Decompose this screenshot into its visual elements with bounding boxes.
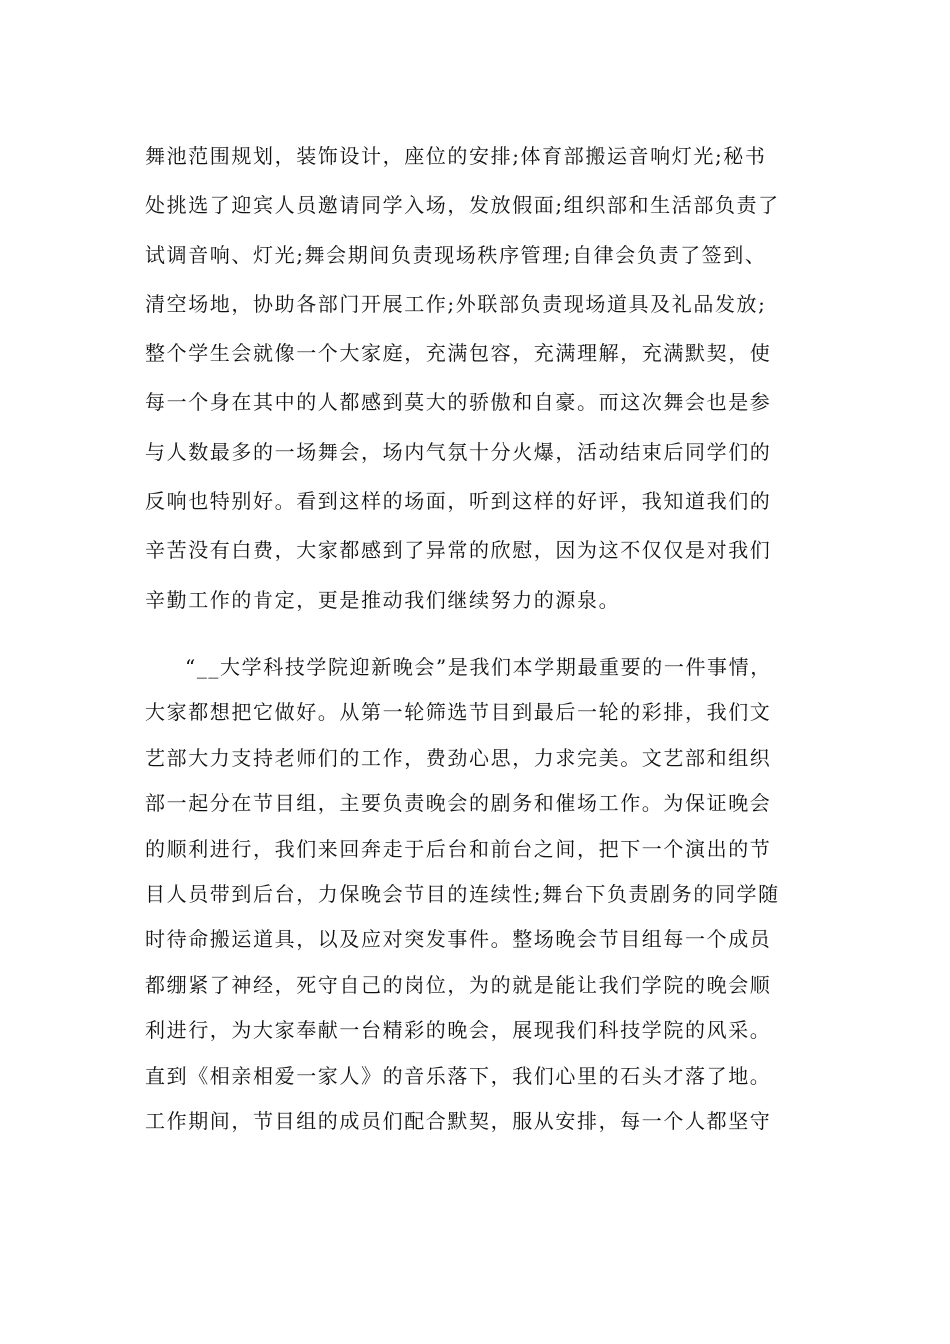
paragraph-line: 处挑选了迎宾人员邀请同学入场，发放假面;组织部和生活部负责了 [145, 193, 780, 218]
paragraph-line: 反响也特别好。看到这样的场面，听到这样的好评，我知道我们的 [145, 489, 772, 514]
paragraph-line: 的顺利进行，我们来回奔走于后台和前台之间，把下一个演出的节 [145, 836, 772, 861]
paragraph-line: 每一个身在其中的人都感到莫大的骄傲和自豪。而这次舞会也是参 [145, 390, 772, 415]
paragraph-line: 大家都想把它做好。从第一轮筛选节目到最后一轮的彩排，我们文 [145, 700, 772, 725]
paragraph-line: 与人数最多的一场舞会，场内气氛十分火爆，活动结束后同学们的 [145, 439, 772, 464]
paragraph-line: 部一起分在节目组，主要负责晚会的剧务和催场工作。为保证晚会 [145, 791, 772, 816]
paragraph-line: 辛苦没有白费，大家都感到了异常的欣慰，因为这不仅仅是对我们 [145, 538, 772, 563]
paragraph-line: 工作期间，节目组的成员们配合默契，服从安排，每一个人都坚守 [145, 1108, 772, 1133]
paragraph-line: 辛勤工作的肯定，更是推动我们继续努力的源泉。 [145, 587, 621, 612]
paragraph-line: 利进行，为大家奉献一台精彩的晚会，展现我们科技学院的风采。 [145, 1018, 772, 1043]
paragraph-line: 都绷紧了神经，死守自己的岗位，为的就是能让我们学院的晚会顺 [145, 972, 772, 997]
paragraph-line: 试调音响、灯光;舞会期间负责现场秩序管理;自律会负责了签到、 [145, 242, 767, 267]
paragraph-2 [145, 645, 825, 1144]
paragraph-line: 时待命搬运道具，以及应对突发事件。整场晚会节目组每一个成员 [145, 927, 772, 952]
paragraph-line: 艺部大力支持老师们的工作，费劲心思，力求完美。文艺部和组织 [145, 745, 772, 770]
paragraph-line: 舞池范围规划，装饰设计，座位的安排;体育部搬运音响灯光;秘书 [145, 144, 767, 168]
paragraph-line: 整个学生会就像一个大家庭，充满包容，充满理解，充满默契，使 [145, 341, 772, 366]
paragraph-first-line: “__大学科技学院迎新晚会”是我们本学期最重要的一件事情， [185, 655, 772, 679]
paragraph-1 [145, 132, 825, 625]
paragraph-line: 目人员带到后台，力保晚会节目的连续性;舞台下负责剧务的同学随 [145, 881, 780, 906]
paragraph-line: 清空场地，协助各部门开展工作;外联部负责现场道具及礼品发放; [145, 291, 767, 316]
paragraph-line: 直到《相亲相爱一家人》的音乐落下，我们心里的石头才落了地。 [145, 1063, 772, 1088]
